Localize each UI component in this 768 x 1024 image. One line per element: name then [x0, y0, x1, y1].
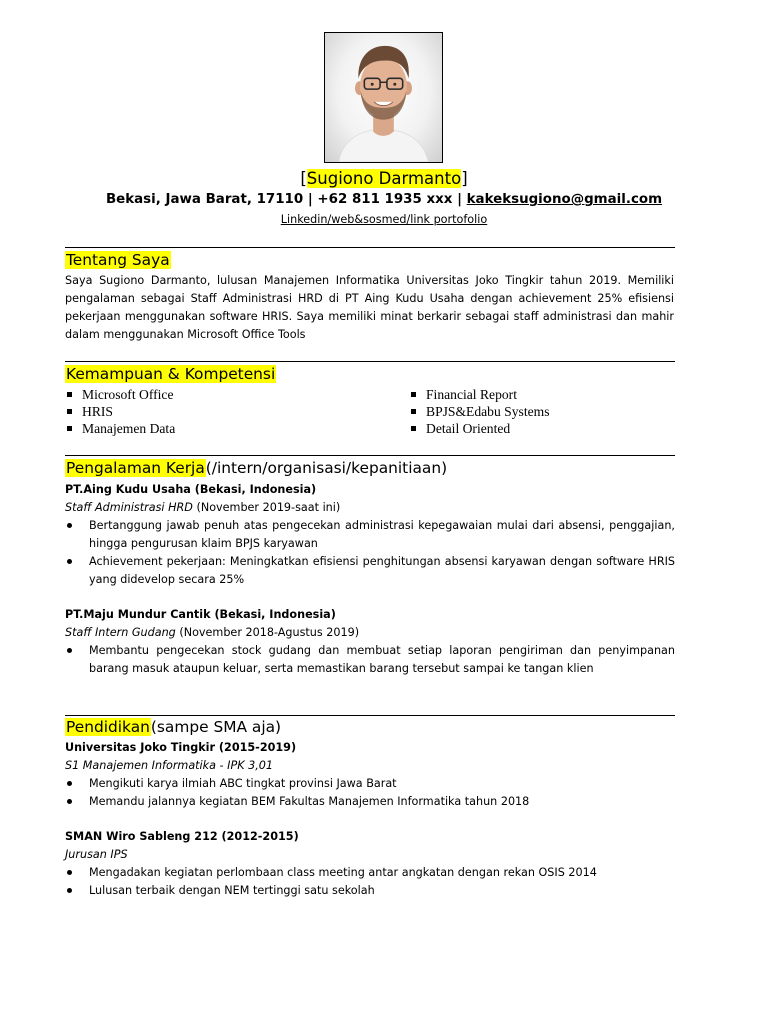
- list-item: Membantu pengecekan stock gudang dan membuat setiap laporan pengiriman dan penyimpanan barang masuk ataupun keluar, serta memastikan barang tersebut sampai ke tangan klien: [65, 642, 675, 678]
- school-major: Jurusan IPS: [65, 848, 128, 861]
- list-item: Bertanggung jawab penuh atas pengecekan administrasi kepegawaian mulai dari absensi, penggajian, hingga pengurusan klaim BPJS karyawan: [65, 517, 675, 553]
- job-bullets: [65, 517, 675, 589]
- school-name: Universitas Joko Tingkir (2015-2019): [65, 741, 297, 754]
- section-divider: [65, 715, 675, 716]
- contact-line: Bekasi, Jawa Barat, 17110 | +62 811 1935 xxx | kakeksugiono@gmail.com: [105, 192, 663, 207]
- school-name: SMAN Wiro Sableng 212 (2012-2015): [65, 830, 299, 843]
- candidate-name: [Sugiono Darmanto]: [300, 169, 468, 188]
- section-divider: [65, 455, 675, 456]
- portfolio-link[interactable]: Linkedin/web&sosmed/link portofolio: [280, 213, 488, 226]
- phone-text: +62 811 1935 xxx: [317, 192, 453, 207]
- profile-photo: [324, 32, 443, 163]
- list-item: Mengikuti karya ilmiah ABC tingkat provinsi Jawa Barat: [65, 775, 675, 793]
- skills-column-left: [65, 386, 175, 437]
- job-company: PT.Aing Kudu Usaha (Bekasi, Indonesia): [65, 483, 317, 496]
- section-title-education: Pendidikan(sampe SMA aja): [66, 718, 282, 736]
- school-bullets: [65, 864, 675, 900]
- job-company: PT.Maju Mundur Cantik (Bekasi, Indonesia): [65, 608, 336, 621]
- list-item: Achievement pekerjaan: Meningkatkan efisiensi penghitungan absensi karyawan dengan software HRIS yang didevelop secara 25%: [65, 553, 675, 589]
- job-entry: [65, 481, 675, 589]
- education-entry: [65, 828, 675, 900]
- section-divider: [65, 361, 675, 362]
- job-role: Staff Administrasi HRD (November 2019-saat ini): [65, 501, 341, 514]
- school-major: S1 Manajemen Informatika - IPK 3,01: [65, 759, 274, 772]
- section-title-experience: Pengalaman Kerja(/intern/organisasi/kepanitiaan): [66, 459, 448, 477]
- section-title-skills: Kemampuan & Kompetensi: [66, 365, 276, 383]
- portrait-illustration: [325, 33, 442, 162]
- school-bullets: [65, 775, 675, 811]
- list-item: Memandu jalannya kegiatan BEM Fakultas Manajemen Informatika tahun 2018: [65, 793, 675, 811]
- skill-item: BPJS&Edabu Systems: [409, 403, 550, 420]
- about-text: Saya Sugiono Darmanto, lulusan Manajemen Informatika Universitas Joko Tingkir tahun 2019. Memiliki pengalaman sebagai Staff Administrasi HRD di PT Aing Kudu Usaha dengan achievement 25% efisiensi pekerjaan menggunakan software HRIS. Saya memiliki minat berkarir sebagai staff administrasi dan mahir dalam menggunakan Microsoft Office Tools: [65, 274, 674, 341]
- section-divider: [65, 247, 675, 248]
- section-title-about: Tentang Saya: [66, 251, 170, 269]
- skill-item: Detail Oriented: [409, 420, 550, 437]
- skill-item: Manajemen Data: [65, 420, 175, 437]
- skill-item: HRIS: [65, 403, 175, 420]
- email-link[interactable]: kakeksugiono@gmail.com: [466, 192, 663, 207]
- list-item: Lulusan terbaik dengan NEM tertinggi satu sekolah: [65, 882, 675, 900]
- job-entry: [65, 606, 675, 678]
- skill-item: Microsoft Office: [65, 386, 175, 403]
- skill-item: Financial Report: [409, 386, 550, 403]
- list-item: Mengadakan kegiatan perlombaan class meeting antar angkatan dengan rekan OSIS 2014: [65, 864, 675, 882]
- education-entry: [65, 739, 675, 811]
- candidate-name-text: Sugiono Darmanto: [306, 169, 462, 188]
- job-role: Staff Intern Gudang (November 2018-Agustus 2019): [65, 626, 360, 639]
- location-text: Bekasi, Jawa Barat, 17110: [105, 192, 304, 207]
- job-bullets: [65, 642, 675, 678]
- skills-column-right: [409, 386, 550, 437]
- skills-list: [65, 386, 675, 440]
